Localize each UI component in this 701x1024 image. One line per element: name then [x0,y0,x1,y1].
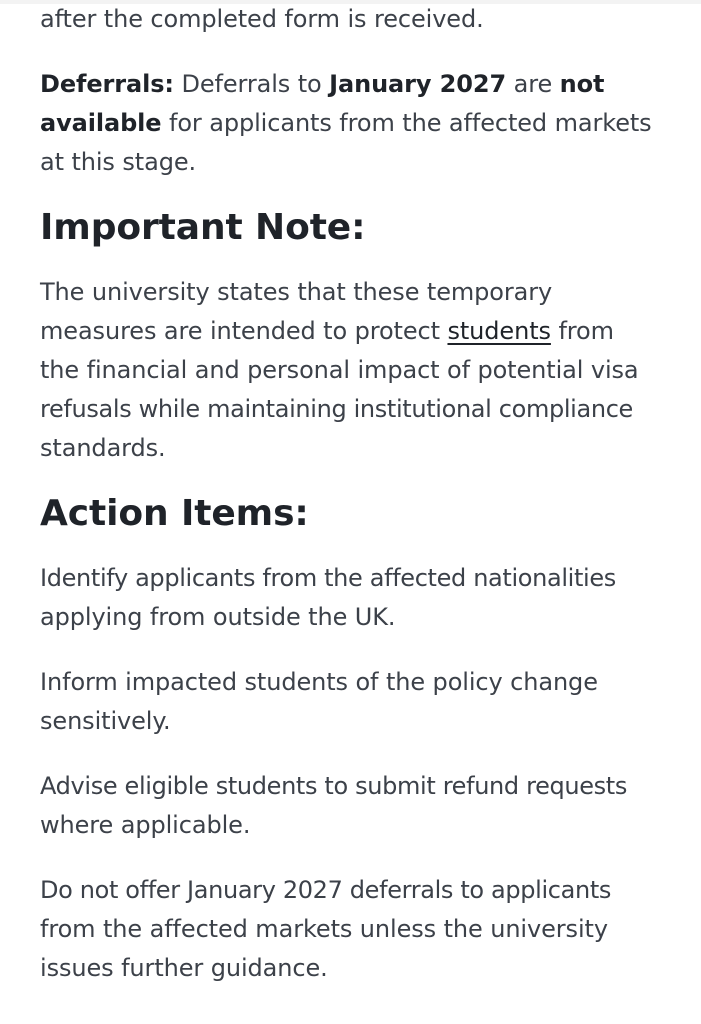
document-content [40,0,670,988]
deferrals-line-2 [40,104,670,143]
action-item-line: Identify applicants from the affected nationalities [40,564,616,592]
important-note-line-3: the financial and personal impact of potential visa [40,356,639,384]
deferrals-label: Deferrals: [40,70,174,98]
section-gap [40,247,670,273]
important-note-line-2 [40,312,670,351]
section-gap [40,39,670,65]
action-item-line: Advise eligible students to submit refund requests [40,772,628,800]
action-item-line: Do not offer January 2027 deferrals to applicants [40,876,612,904]
section-gap [40,741,670,767]
action-item-line: sensitively. [40,707,171,735]
section-gap [40,533,670,559]
deferrals-paragraph [40,65,670,182]
deferrals-date: January 2027 [329,70,507,98]
action-item-line: from the affected markets unless the university [40,915,608,943]
deferrals-text-2: are [513,70,553,98]
section-gap [40,845,670,871]
action-item-line: Inform impacted students of the policy change [40,668,598,696]
deferrals-line-1 [40,65,670,104]
action-item-line: applying from outside the UK. [40,603,396,631]
section-gap [40,182,670,208]
deferrals-text-1: Deferrals to [181,70,322,98]
important-note-line-1: The university states that these temporary [40,278,553,306]
action-items-heading: Action Items: [40,493,309,534]
action-item [40,663,670,741]
deferrals-line-3: at this stage. [40,148,197,176]
important-note-paragraph [40,273,670,468]
completion-sentence [40,0,670,39]
action-item [40,767,670,845]
important-note-heading: Important Note: [40,207,366,248]
students-link[interactable]: students [447,317,551,345]
important-note-line-2-after: from [558,317,614,345]
deferrals-emphasis-not: not [559,70,605,98]
important-note-line-5: standards. [40,434,166,462]
action-item [40,871,670,988]
deferrals-emphasis-available: available [40,109,162,137]
important-note-line-4: refusals while maintaining institutional compliance [40,395,633,423]
important-note-line-2-before: measures are intended to protect [40,317,440,345]
action-item-line: issues further guidance. [40,954,328,982]
section-gap [40,468,670,494]
action-item-line: where applicable. [40,811,251,839]
top-line-text: after the completed form is received. [40,5,484,33]
action-item [40,559,670,637]
deferrals-text-3: for applicants from the affected markets [169,109,652,137]
section-gap [40,637,670,663]
